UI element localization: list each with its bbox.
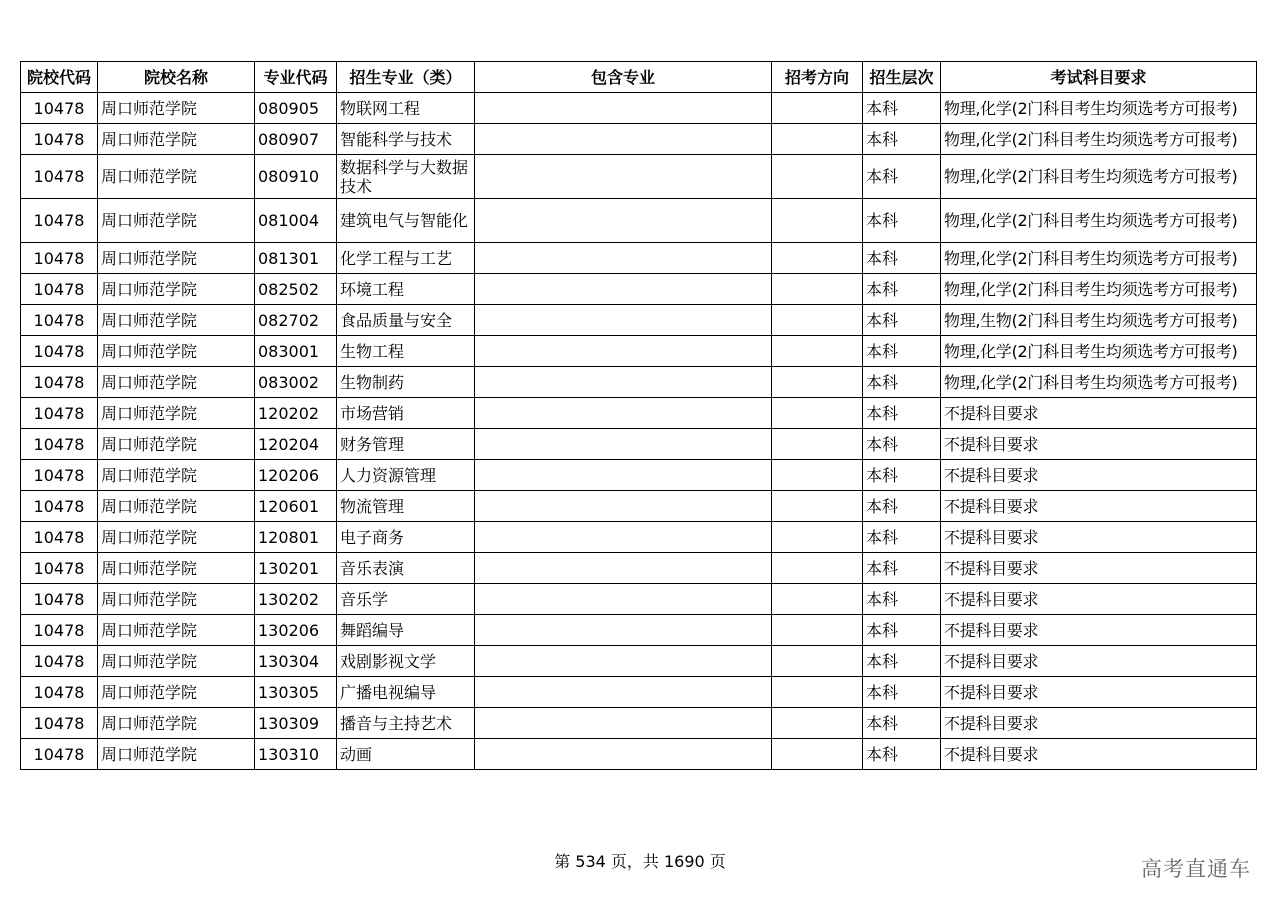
cell-school-code: 10478 (21, 615, 98, 646)
cell-school-name: 周口师范学院 (98, 199, 255, 243)
cell-major-code: 120601 (255, 491, 337, 522)
cell-level: 本科 (863, 739, 941, 770)
cell-direction (772, 646, 863, 677)
cell-school-name: 周口师范学院 (98, 646, 255, 677)
cell-major-code: 082502 (255, 274, 337, 305)
cell-major: 生物制药 (337, 367, 475, 398)
cell-school-code: 10478 (21, 124, 98, 155)
table-row (21, 429, 1257, 460)
cell-school-code: 10478 (21, 584, 98, 615)
cell-subject-requirements: 物理,化学(2门科目考生均须选考方可报考) (941, 367, 1257, 398)
cell-direction (772, 584, 863, 615)
cell-major-code: 080907 (255, 124, 337, 155)
table-row (21, 522, 1257, 553)
cell-direction (772, 199, 863, 243)
cell-school-name: 周口师范学院 (98, 553, 255, 584)
cell-school-name: 周口师范学院 (98, 491, 255, 522)
cell-subject-requirements: 物理,生物(2门科目考生均须选考方可报考) (941, 305, 1257, 336)
cell-major: 戏剧影视文学 (337, 646, 475, 677)
cell-school-code: 10478 (21, 274, 98, 305)
cell-direction (772, 336, 863, 367)
cell-level: 本科 (863, 460, 941, 491)
cell-subject-requirements: 物理,化学(2门科目考生均须选考方可报考) (941, 336, 1257, 367)
cell-school-name: 周口师范学院 (98, 93, 255, 124)
table-row (21, 646, 1257, 677)
cell-major: 数据科学与大数据技术 (337, 155, 475, 199)
cell-direction (772, 708, 863, 739)
cell-major: 环境工程 (337, 274, 475, 305)
cell-included-majors (475, 460, 772, 491)
cell-level: 本科 (863, 336, 941, 367)
table-row (21, 584, 1257, 615)
cell-included-majors (475, 124, 772, 155)
cell-level: 本科 (863, 615, 941, 646)
cell-school-name: 周口师范学院 (98, 460, 255, 491)
cell-included-majors (475, 336, 772, 367)
cell-subject-requirements: 物理,化学(2门科目考生均须选考方可报考) (941, 155, 1257, 199)
cell-subject-requirements: 物理,化学(2门科目考生均须选考方可报考) (941, 199, 1257, 243)
cell-subject-requirements: 不提科目要求 (941, 708, 1257, 739)
cell-major: 化学工程与工艺 (337, 243, 475, 274)
cell-major-code: 082702 (255, 305, 337, 336)
cell-major: 人力资源管理 (337, 460, 475, 491)
cell-level: 本科 (863, 429, 941, 460)
cell-school-name: 周口师范学院 (98, 336, 255, 367)
cell-school-code: 10478 (21, 243, 98, 274)
table-row (21, 677, 1257, 708)
col-header-included-majors: 包含专业 (475, 62, 772, 93)
cell-level: 本科 (863, 646, 941, 677)
cell-major: 智能科学与技术 (337, 124, 475, 155)
cell-direction (772, 739, 863, 770)
cell-subject-requirements: 物理,化学(2门科目考生均须选考方可报考) (941, 243, 1257, 274)
table-row (21, 708, 1257, 739)
cell-school-name: 周口师范学院 (98, 274, 255, 305)
cell-school-name: 周口师范学院 (98, 398, 255, 429)
cell-major-code: 081004 (255, 199, 337, 243)
cell-school-name: 周口师范学院 (98, 739, 255, 770)
cell-school-name: 周口师范学院 (98, 522, 255, 553)
cell-school-name: 周口师范学院 (98, 708, 255, 739)
cell-direction (772, 460, 863, 491)
cell-major: 物联网工程 (337, 93, 475, 124)
cell-major-code: 120204 (255, 429, 337, 460)
cell-direction (772, 553, 863, 584)
cell-school-code: 10478 (21, 460, 98, 491)
cell-school-code: 10478 (21, 398, 98, 429)
admissions-table (20, 61, 1257, 770)
cell-major: 食品质量与安全 (337, 305, 475, 336)
table-body (21, 93, 1257, 770)
cell-major: 广播电视编导 (337, 677, 475, 708)
cell-subject-requirements: 不提科目要求 (941, 584, 1257, 615)
cell-subject-requirements: 不提科目要求 (941, 615, 1257, 646)
table-row (21, 199, 1257, 243)
cell-school-code: 10478 (21, 305, 98, 336)
cell-direction (772, 155, 863, 199)
cell-major-code: 080910 (255, 155, 337, 199)
cell-major: 建筑电气与智能化 (337, 199, 475, 243)
col-header-direction: 招考方向 (772, 62, 863, 93)
cell-school-code: 10478 (21, 522, 98, 553)
cell-major: 音乐表演 (337, 553, 475, 584)
cell-included-majors (475, 708, 772, 739)
table-row (21, 491, 1257, 522)
cell-school-code: 10478 (21, 708, 98, 739)
cell-included-majors (475, 615, 772, 646)
cell-subject-requirements: 不提科目要求 (941, 739, 1257, 770)
table-row (21, 460, 1257, 491)
cell-direction (772, 274, 863, 305)
cell-subject-requirements: 不提科目要求 (941, 646, 1257, 677)
cell-major-code: 130310 (255, 739, 337, 770)
cell-subject-requirements: 不提科目要求 (941, 522, 1257, 553)
cell-included-majors (475, 305, 772, 336)
cell-included-majors (475, 677, 772, 708)
cell-direction (772, 398, 863, 429)
cell-direction (772, 429, 863, 460)
cell-subject-requirements: 不提科目要求 (941, 553, 1257, 584)
cell-level: 本科 (863, 522, 941, 553)
col-header-school-code: 院校代码 (21, 62, 98, 93)
cell-level: 本科 (863, 93, 941, 124)
table-row (21, 615, 1257, 646)
cell-major-code: 130206 (255, 615, 337, 646)
cell-school-name: 周口师范学院 (98, 155, 255, 199)
table-row (21, 553, 1257, 584)
cell-school-name: 周口师范学院 (98, 429, 255, 460)
cell-major-code: 081301 (255, 243, 337, 274)
table-row (21, 274, 1257, 305)
page-number: 第 534 页，共 1690 页 (554, 852, 726, 871)
cell-included-majors (475, 646, 772, 677)
table-row (21, 93, 1257, 124)
col-header-major: 招生专业（类） (337, 62, 475, 93)
cell-included-majors (475, 491, 772, 522)
cell-direction (772, 615, 863, 646)
cell-school-code: 10478 (21, 491, 98, 522)
table-row (21, 124, 1257, 155)
cell-school-name: 周口师范学院 (98, 584, 255, 615)
cell-included-majors (475, 553, 772, 584)
cell-level: 本科 (863, 274, 941, 305)
cell-level: 本科 (863, 155, 941, 199)
table-row (21, 398, 1257, 429)
cell-direction (772, 124, 863, 155)
cell-subject-requirements: 不提科目要求 (941, 677, 1257, 708)
cell-major: 物流管理 (337, 491, 475, 522)
cell-level: 本科 (863, 553, 941, 584)
col-header-school-name: 院校名称 (98, 62, 255, 93)
cell-level: 本科 (863, 124, 941, 155)
cell-included-majors (475, 584, 772, 615)
table-row (21, 739, 1257, 770)
cell-school-code: 10478 (21, 336, 98, 367)
cell-major: 生物工程 (337, 336, 475, 367)
cell-major-code: 130309 (255, 708, 337, 739)
cell-level: 本科 (863, 584, 941, 615)
cell-major-code: 120206 (255, 460, 337, 491)
cell-included-majors (475, 199, 772, 243)
cell-major: 播音与主持艺术 (337, 708, 475, 739)
table-row (21, 336, 1257, 367)
cell-included-majors (475, 739, 772, 770)
cell-subject-requirements: 不提科目要求 (941, 460, 1257, 491)
cell-school-code: 10478 (21, 739, 98, 770)
cell-level: 本科 (863, 677, 941, 708)
cell-school-code: 10478 (21, 429, 98, 460)
cell-direction (772, 305, 863, 336)
cell-major-code: 130202 (255, 584, 337, 615)
cell-direction (772, 677, 863, 708)
cell-major: 动画 (337, 739, 475, 770)
cell-level: 本科 (863, 199, 941, 243)
cell-school-code: 10478 (21, 367, 98, 398)
cell-major-code: 120801 (255, 522, 337, 553)
cell-level: 本科 (863, 305, 941, 336)
cell-direction (772, 93, 863, 124)
cell-level: 本科 (863, 243, 941, 274)
cell-included-majors (475, 274, 772, 305)
cell-direction (772, 491, 863, 522)
cell-major-code: 130201 (255, 553, 337, 584)
cell-subject-requirements: 物理,化学(2门科目考生均须选考方可报考) (941, 124, 1257, 155)
cell-subject-requirements: 物理,化学(2门科目考生均须选考方可报考) (941, 93, 1257, 124)
cell-level: 本科 (863, 367, 941, 398)
table-row (21, 367, 1257, 398)
cell-major-code: 083002 (255, 367, 337, 398)
table-row (21, 155, 1257, 199)
cell-subject-requirements: 不提科目要求 (941, 491, 1257, 522)
cell-subject-requirements: 物理,化学(2门科目考生均须选考方可报考) (941, 274, 1257, 305)
cell-major: 音乐学 (337, 584, 475, 615)
cell-direction (772, 522, 863, 553)
cell-direction (772, 243, 863, 274)
cell-major-code: 130304 (255, 646, 337, 677)
cell-school-code: 10478 (21, 155, 98, 199)
cell-level: 本科 (863, 491, 941, 522)
col-header-subject-requirements: 考试科目要求 (941, 62, 1257, 93)
table-row (21, 305, 1257, 336)
cell-major: 舞蹈编导 (337, 615, 475, 646)
cell-level: 本科 (863, 708, 941, 739)
cell-major-code: 083001 (255, 336, 337, 367)
col-header-major-code: 专业代码 (255, 62, 337, 93)
cell-school-code: 10478 (21, 199, 98, 243)
cell-included-majors (475, 155, 772, 199)
cell-school-code: 10478 (21, 553, 98, 584)
table-row (21, 243, 1257, 274)
cell-school-code: 10478 (21, 677, 98, 708)
cell-school-code: 10478 (21, 646, 98, 677)
cell-school-name: 周口师范学院 (98, 367, 255, 398)
cell-school-name: 周口师范学院 (98, 305, 255, 336)
cell-included-majors (475, 93, 772, 124)
cell-subject-requirements: 不提科目要求 (941, 398, 1257, 429)
cell-included-majors (475, 522, 772, 553)
cell-school-name: 周口师范学院 (98, 677, 255, 708)
cell-major: 电子商务 (337, 522, 475, 553)
cell-school-name: 周口师范学院 (98, 243, 255, 274)
cell-school-name: 周口师范学院 (98, 615, 255, 646)
cell-major-code: 120202 (255, 398, 337, 429)
cell-school-name: 周口师范学院 (98, 124, 255, 155)
cell-major-code: 130305 (255, 677, 337, 708)
cell-school-code: 10478 (21, 93, 98, 124)
col-header-level: 招生层次 (863, 62, 941, 93)
cell-major-code: 080905 (255, 93, 337, 124)
header-row (21, 62, 1257, 93)
cell-included-majors (475, 243, 772, 274)
cell-subject-requirements: 不提科目要求 (941, 429, 1257, 460)
watermark: 高考直通车 (1141, 857, 1251, 881)
cell-major: 财务管理 (337, 429, 475, 460)
cell-included-majors (475, 398, 772, 429)
cell-included-majors (475, 429, 772, 460)
cell-included-majors (475, 367, 772, 398)
cell-level: 本科 (863, 398, 941, 429)
cell-major: 市场营销 (337, 398, 475, 429)
cell-direction (772, 367, 863, 398)
